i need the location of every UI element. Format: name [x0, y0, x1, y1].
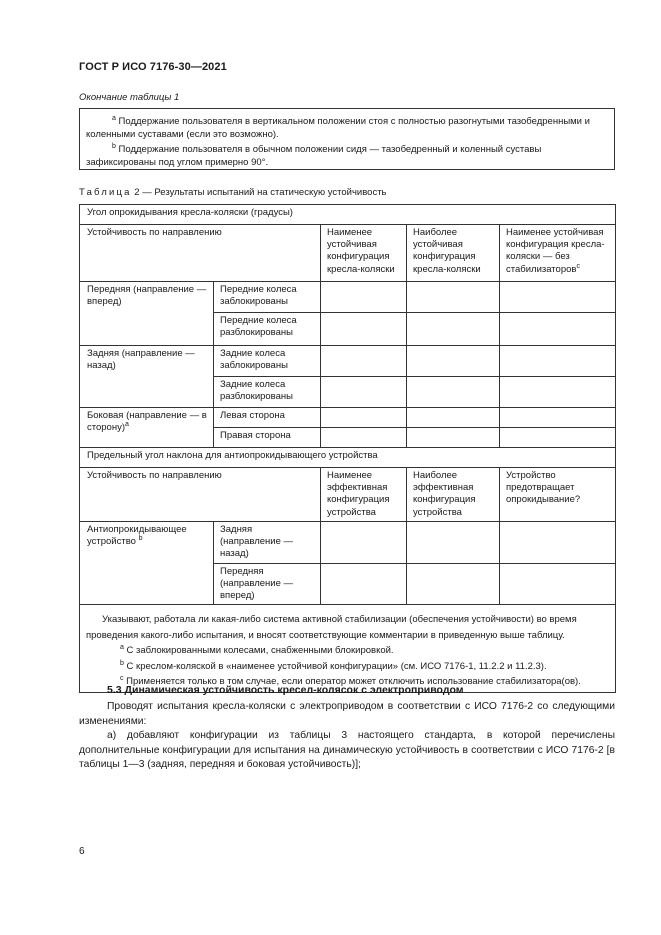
section2-col-prevents-tipping: Устройство предотвращает опрокидывание? — [500, 468, 616, 522]
table2-footnote-a: $^a$ С заблокированными колесами, снабженными блокировкой. — [120, 644, 394, 657]
cell-empty — [407, 563, 500, 605]
section2-title: Предельный угол наклона для антиопрокидывающего устройства — [80, 448, 616, 468]
row-left-side: Левая сторона — [214, 408, 321, 428]
cell-empty — [407, 313, 500, 346]
cell-empty — [321, 408, 407, 428]
cell-empty — [321, 563, 407, 605]
section1-col-no-stabilizers: Наименее устойчивая конфигурация кресла-коляски — без стабилизаторов$^c$ — [500, 225, 616, 282]
table2-footnote-c: $^c$ Применяется только в том случае, если оператор может отключить использование стабилизатора(ов). — [120, 675, 581, 688]
section1-title: Угол опрокидывания кресла-коляски (градусы) — [80, 205, 616, 225]
row-anti-tip-device: Антиопрокидывающее устройство $^b$ — [80, 522, 214, 605]
cell-empty — [407, 428, 500, 448]
section1-direction-header: Устойчивость по направлению — [80, 225, 321, 282]
row-side-direction: Боковая (направление — в сторону)$^a$ — [80, 408, 214, 448]
section1-col-least-stable: Наименее устойчивая конфигурация кресла-коляски — [321, 225, 407, 282]
cell-empty — [500, 428, 616, 448]
row-front-unlocked: Передние колеса разблокированы — [214, 313, 321, 346]
table2-footer-notes — [80, 605, 616, 693]
section2-direction-header: Устойчивость по направлению — [80, 468, 321, 522]
row-rear-direction: Задняя (направление — назад) — [80, 346, 214, 408]
cell-empty — [407, 377, 500, 408]
table1-continuation-caption: Окончание таблицы 1 — [79, 92, 180, 103]
cell-empty — [321, 282, 407, 313]
static-stability-results-table — [79, 204, 616, 693]
row-rear-locked: Задние колеса заблокированы — [214, 346, 321, 377]
cell-empty — [500, 313, 616, 346]
page-number: 6 — [79, 846, 85, 857]
row-rear-unlocked: Задние колеса разблокированы — [214, 377, 321, 408]
section-5-3-para-1: Проводят испытания кресла-коляски с электроприводом в соответствии с ИСО 7176-2 со следующими изменениями: — [79, 701, 615, 727]
table2-footer-main: Указывают, работала ли какая-либо система активной стабилизации (обеспечения устойчивости) во время проведения какого-либо испытания, и вносят соответствующие комментарии в приведенную выше таблицу. — [86, 614, 577, 641]
table2-footnote-b: $^b$ С креслом-коляской в «наименее устойчивой конфигурации» (см. ИСО 7176-1, 11.2.2 и 11.2.3). — [120, 659, 547, 672]
cell-empty — [407, 522, 500, 564]
cell-empty — [500, 282, 616, 313]
table1-footnotes-box — [79, 108, 615, 170]
row-right-side: Правая сторона — [214, 428, 321, 448]
cell-empty — [500, 346, 616, 377]
cell-empty — [500, 377, 616, 408]
cell-empty — [321, 346, 407, 377]
cell-empty — [321, 428, 407, 448]
cell-empty — [407, 346, 500, 377]
row-anti-rear: Задняя (направление — назад) — [214, 522, 321, 564]
row-front-locked: Передние колеса заблокированы — [214, 282, 321, 313]
section-5-3-body — [79, 700, 615, 773]
section2-col-least-effective: Наименее эффективная конфигурация устройства — [321, 468, 407, 522]
table2-caption: Таблица 2 — Результаты испытаний на статическую устойчивость — [79, 187, 387, 198]
cell-empty — [500, 522, 616, 564]
document-code-header: ГОСТ Р ИСО 7176-30—2021 — [79, 61, 227, 73]
row-anti-front: Передняя (направление — вперед) — [214, 563, 321, 605]
cell-empty — [321, 522, 407, 564]
cell-empty — [407, 282, 500, 313]
section2-col-most-effective: Наиболее эффективная конфигурация устройства — [407, 468, 500, 522]
cell-empty — [500, 408, 616, 428]
section-5-3-heading: 5.3 Динамическая устойчивость кресел-колясок с электроприводом — [107, 684, 464, 696]
section-5-3-para-2: а) добавляют конфигурации из таблицы 3 настоящего стандарта, в которой перечислены дополнительные конфигурации для испытания на динамическую устойчивость в соответствии с ИСО 7176-2 [в таблицы 1—3 (задняя, передняя и боковая устойчивость)]; — [79, 730, 615, 770]
table1-footnote-b: $^b$ Поддержание пользователя в обычном положении сидя — тазобедренный и коленный суставы зафиксированы под углом примерно 90°. — [86, 142, 542, 168]
cell-empty — [321, 377, 407, 408]
cell-empty — [407, 408, 500, 428]
row-front-direction: Передняя (направление — вперед) — [80, 282, 214, 346]
cell-empty — [500, 563, 616, 605]
cell-empty — [321, 313, 407, 346]
section1-col-most-stable: Наиболее устойчивая конфигурация кресла-коляски — [407, 225, 500, 282]
table1-footnote-a: $^a$ Поддержание пользователя в вертикальном положении стоя с полностью разогнутыми тазобедренными и коленными суставами (если это возможно). — [86, 114, 590, 140]
